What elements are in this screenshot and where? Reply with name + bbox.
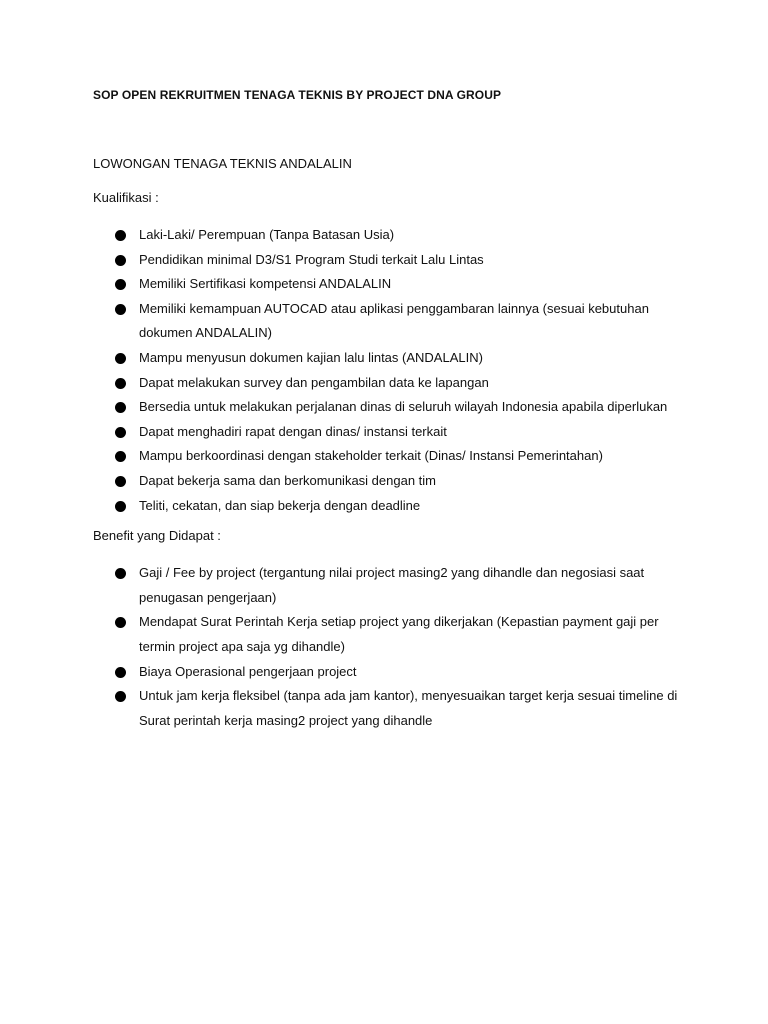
bullet-icon — [115, 279, 126, 290]
list-item-text: Bersedia untuk melakukan perjalanan dinas di seluruh wilayah Indonesia apabila diperlukan — [139, 399, 668, 415]
list-item-text: Laki-Laki/ Perempuan (Tanpa Batasan Usia) — [139, 227, 395, 242]
bullet-icon — [115, 255, 126, 266]
bullet-icon — [115, 451, 126, 462]
list-item — [93, 444, 693, 469]
list-item-text: Gaji / Fee by project (tergantung nilai project masing2 yang dihandle dan negosiasi saat penugasan pengerjaan) — [139, 565, 645, 605]
list-item — [93, 297, 693, 346]
bullet-icon — [115, 691, 126, 702]
bullet-icon — [115, 427, 126, 438]
list-item — [93, 248, 693, 273]
document-content — [93, 87, 693, 733]
bullet-icon — [115, 617, 126, 628]
list-item-text: Mampu berkoordinasi dengan stakeholder terkait (Dinas/ Instansi Pemerintahan) — [139, 448, 603, 464]
list-item-text: Memiliki kemampuan AUTOCAD atau aplikasi penggambaran lainnya (sesuai kebutuhan dokumen ANDALALIN) — [139, 300, 649, 341]
bullet-icon — [115, 667, 126, 678]
list-item-text: Untuk jam kerja fleksibel (tanpa ada jam kantor), menyesuaikan target kerja sesuai timeline di Surat perintah kerja masing2 project yang dihandle — [139, 688, 678, 728]
list-item — [93, 395, 693, 420]
list-item-text: Dapat menghadiri rapat dengan dinas/ instansi terkait — [139, 423, 447, 439]
bullet-icon — [115, 501, 126, 512]
document-title: SOP OPEN REKRUITMEN TENAGA TEKNIS BY PROJECT DNA GROUP — [93, 88, 502, 102]
benefits-list — [93, 561, 693, 733]
list-item — [93, 272, 693, 297]
qualifications-list — [93, 223, 693, 518]
list-item — [93, 371, 693, 396]
list-item-text: Biaya Operasional pengerjaan project — [139, 663, 357, 679]
list-item — [93, 684, 693, 733]
list-item-text: Memiliki Sertifikasi kompetensi ANDALALIN — [139, 276, 392, 292]
list-item — [93, 420, 693, 445]
bullet-icon — [115, 378, 126, 389]
list-item — [93, 346, 693, 371]
bullet-icon — [115, 353, 126, 364]
list-item — [93, 610, 693, 659]
list-item — [93, 660, 693, 685]
list-item — [93, 469, 693, 494]
section-title: LOWONGAN TENAGA TEKNIS ANDALALIN — [93, 156, 352, 171]
list-item-text: Pendidikan minimal D3/S1 Program Studi terkait Lalu Lintas — [139, 251, 484, 267]
list-item-text: Dapat melakukan survey dan pengambilan data ke lapangan — [139, 374, 489, 390]
bullet-icon — [115, 230, 126, 241]
list-item-text: Dapat bekerja sama dan berkomunikasi dengan tim — [139, 472, 437, 488]
bullet-icon — [115, 304, 126, 315]
qualifications-label: Kualifikasi : — [93, 190, 159, 205]
list-item — [93, 494, 693, 519]
benefits-label: Benefit yang Didapat : — [93, 528, 221, 544]
list-item-text: Teliti, cekatan, dan siap bekerja dengan deadline — [139, 497, 421, 513]
list-item-text: Mampu menyusun dokumen kajian lalu lintas (ANDALALIN) — [139, 349, 483, 365]
list-item-text: Mendapat Surat Perintah Kerja setiap project yang dikerjakan (Kepastian payment gaji per termin project apa saja yg dihandle) — [139, 614, 659, 654]
bullet-icon — [115, 476, 126, 487]
bullet-icon — [115, 568, 126, 579]
bullet-icon — [115, 402, 126, 413]
list-item — [93, 561, 693, 610]
list-item — [93, 223, 693, 248]
